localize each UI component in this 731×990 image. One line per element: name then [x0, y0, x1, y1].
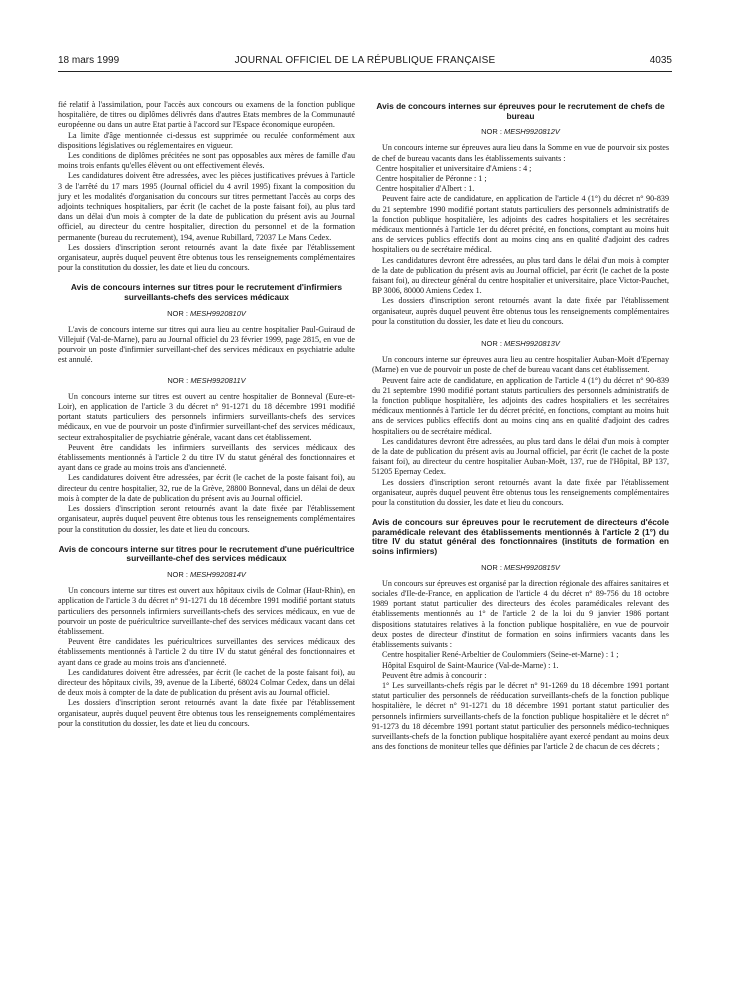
paragraph: Les dossiers d'inscription seront retournés avant la date fixée par l'établissement organisateur, auprès duquel peuvent être obtenus tous les renseignements complémentaires pour la constitution du dossier, les date et lieu du concours. — [372, 477, 669, 508]
nor-reference — [58, 309, 355, 319]
list-item: Centre hospitalier de Péronne : 1 ; — [376, 174, 487, 183]
paragraph: Un concours sur épreuves est organisé par la direction régionale des affaires sanitaires et sociales d'Ile-de-France, en application de l'article 4 du décret n° 89-756 du 18 octobre 1989 portant statut particulier des directeurs des écoles paramédicales relevant des établissements mentionnés au 1° de l'article 2 de la loi du 9 janvier 1986 portant dispositions statutaires relatives à la fonction publique hospitalière, en vue de pourvoir deux postes de directeur d'institut de formation en soins infirmiers vacants dans les établissements suivants : — [372, 578, 669, 650]
paragraph: Peuvent faire acte de candidature, en application de l'article 4 (1°) du décret n° 90-839 du 21 septembre 1990 modifié portant statuts particuliers des personnels administratifs de la fonction publique hospitalière, les adjoints des cadres hospitaliers et les secrétaires médicaux mentionnés à l'article 1er du décret précité, en fonctions, comptant au moins huit ans de services publics effectifs dont au moins cinq ans en qualité d'adjoint des cadres hospitaliers ou de secrétaire médical. — [372, 375, 669, 436]
paragraph: Un concours interne sur épreuves aura lieu au centre hospitalier Auban-Moët d'Epernay (Marne) en vue de pourvoir un poste de chef de bureau vacant dans cet établissement. — [372, 355, 669, 375]
page-number: 4035 — [649, 55, 672, 66]
nor-code: MESH9920811V — [190, 375, 246, 385]
nor-label: NOR : — [167, 569, 188, 579]
nor-label: NOR : — [167, 375, 189, 385]
paragraph: Les conditions de diplômes précitées ne sont pas opposables aux mères de famille d'au moins trois enfants qu'elles élèvent ou ont effectivement élevés. — [58, 151, 355, 171]
paragraph: Un concours interne sur titres est ouvert aux hôpitaux civils de Colmar (Haut-Rhin), en application de l'article 3 du décret n° 91-1271 du 18 décembre 1991 modifié portant statuts particuliers des personnels infirmiers surveillants-chefs des services médicaux, en vue de pourvoir un poste de puéricultrice surveillante-chef des services médicaux vacant dans cet établissement. — [58, 586, 355, 636]
nor-code: MESH9920815V — [504, 562, 560, 572]
journal-title: JOURNAL OFFICIEL DE LA RÉPUBLIQUE FRANÇAISE — [234, 55, 496, 66]
list-item: Centre hospitalier et universitaire d'Amiens : 4 ; — [376, 163, 532, 173]
paragraph: Centre hospitalier René-Arbeltier de Coulommiers (Seine-et-Marne) : 1 ; — [382, 650, 619, 660]
nor-code: MESH9920814V — [190, 569, 246, 579]
paragraph: L'avis de concours interne sur titres qui aura lieu au centre hospitalier Paul-Guiraud de Villejuif (Val-de-Marne), paru au Journal officiel du 23 février 1999, page 2815, en vue de pourvoir un poste d'infirmier surveillant-chef des services médicaux en psychiatrie adulte est annulé. — [58, 324, 355, 365]
paragraph: Les candidatures doivent être adressées, avec les pièces justificatives prévues à l'article 3 de l'arrêté du 17 mars 1995 (Journal officiel du 4 avril 1995) fixant la composition du jury et les modalités d'organisation du concours sur titres permettant l'accès au corps des adjoints techniques hospitaliers, par écrit (le cachet de la poste faisant foi), au plus tard dans un délai d'un mois à compter de la date de publication du présent avis au Journal officiel, au directeur du centre hospitalier, direction du personnel et de la formation permanente (bureau du recrutement), 194, avenue Rubillard, 72037 Le Mans Cedex. — [58, 171, 355, 242]
paragraph: Un concours interne sur épreuves aura lieu dans la Somme en vue de pourvoir six postes de chef de bureau vacants dans les établissements suivants : — [372, 143, 669, 163]
paragraph: Peuvent être candidates les puéricultrices surveillantes des services médicaux des établissements mentionnés à l'article 2 du titre IV du statut général des fonctionnaires et ayant dans ce grade au moins trois ans d'ancienneté. — [58, 637, 355, 667]
nor-label: NOR : — [167, 308, 188, 318]
paragraph: Les dossiers d'inscription seront retournés avant la date fixée par l'établissement organisateur, auprès duquel peuvent être obtenus tous les renseignements complémentaires pour la constitution du dossier, les date et lieu du concours. — [58, 242, 355, 273]
nor-reference — [372, 127, 669, 137]
left-column — [58, 100, 355, 729]
paragraph: Les dossiers d'inscription seront retournés avant la date fixée par l'établissement organisateur, auprès duquel peuvent être obtenus tous les renseignements complémentaires pour la constitution du dossier, les date et lieu du concours. — [58, 698, 355, 728]
section-heading: Avis de concours internes sur épreuves pour le recrutement de chefs de bureau — [376, 101, 665, 121]
paragraph: Les candidatures doivent être adressées, par écrit (le cachet de la poste faisant foi), au directeur des hôpitaux civils, 39, avenue de la Liberté, 68024 Colmar Cedex, dans un délai de deux mois à compter de la date de publication du présent avis au Journal officiel. — [58, 667, 355, 698]
paragraph: Les candidatures devront être adressées, au plus tard dans le délai d'un mois à compter de la date de publication du présent avis au Journal officiel, par écrit (le cachet de la poste faisant foi), au directeur général du centre hospitalier et universitaire, place Victor-Pauchet, BP 3006, 80000 Amiens Cedex 1. — [372, 255, 669, 296]
paragraph: La limite d'âge mentionnée ci-dessus est supprimée ou reculée conformément aux dispositions législatives ou réglementaires en vigueur. — [58, 130, 355, 150]
header-date: 18 mars 1999 — [58, 55, 120, 66]
paragraph: fié relatif à l'assimilation, pour l'accès aux concours ou examens de la fonction publique hospitalière, de titres ou diplômes délivrés dans d'autres Etats membres de la Communauté européenne ou dans un autre Etat partie à l'accord sur l'Espace économique européen. — [58, 100, 355, 130]
section-heading: Avis de concours interne sur titres pour le recrutement d'une puéricultrice surveillante-chef des services médicaux — [58, 543, 355, 564]
nor-label: NOR : — [481, 127, 502, 137]
nor-reference — [58, 570, 355, 580]
paragraph: Hôpital Esquirol de Saint-Maurice (Val-de-Marne) : 1. — [382, 660, 559, 670]
paragraph: Les candidatures doivent être adressées, par écrit (le cachet de la poste faisant foi), au directeur du centre hospitalier, 32, rue de la Grève, 28800 Bonneval, dans un délai de deux mois à compter de la date de publication du présent avis au Journal officiel. — [58, 473, 355, 503]
paragraph: Peuvent être admis à concourir : — [382, 670, 487, 680]
nor-code: MESH9920812V — [504, 127, 560, 137]
nor-reference — [58, 376, 355, 386]
paragraph: 1° Les surveillants-chefs régis par le décret n° 91-1269 du 18 décembre 1991 portant statut particulier des personnels de rééducation surveillants-chefs de la fonction publique hospitalière, le décret n° 91-1271 du 18 décembre 1991 portant statut particulier des personnels infirmiers surveillants-chefs de la fonction publique hospitalière et le décret n° 91-1273 du 18 décembre 1991 portant statut particulier des personnels médico-techniques surveillants-chefs de la fonction publique hospitalière ayant exercé pendant au moins deux ans des fonctions de moniteur telles que définies par l'article 2 de chacun de ces décrets ; — [372, 680, 669, 752]
nor-code: MESH9920810V — [190, 308, 246, 318]
paragraph: Les dossiers d'inscription seront retournés avant la date fixée par l'établissement organisateur, auprès duquel peuvent être obtenus tous les renseignements complémentaires pour la constitution du dossier, les date et lieu du concours. — [58, 504, 355, 534]
header-rule — [58, 71, 672, 72]
nor-code: MESH9920813V — [504, 339, 560, 349]
paragraph: Peuvent être candidats les infirmiers surveillants des services médicaux des établissements mentionnés à l'article 2 du titre IV du statut général des fonctionnaires et ayant dans ce grade au moins trois ans d'ancienneté. — [58, 442, 355, 473]
paragraph: Les candidatures devront être adressées, au plus tard dans le délai d'un mois à compter de la date de publication du présent avis au Journal officiel, par écrit (le cachet de la poste faisant foi), au directeur du centre hospitalier Auban-Moët, 137, rue de l'Hôpital, BP 137, 51205 Epernay Cedex. — [372, 436, 669, 477]
section-heading: Avis de concours internes sur titres pour le recrutement d'infirmiers surveillants-chefs des services médicaux — [70, 282, 343, 303]
paragraph: Peuvent faire acte de candidature, en application de l'article 4 (1°) du décret n° 90-839 du 21 septembre 1990 modifié portant statuts particuliers des personnels administratifs de la fonction publique hospitalière, les adjoints des cadres hospitaliers et les secrétaires médicaux mentionnés à l'article 1er du décret précité, en fonctions, comptant au moins huit ans de services publics effectifs dont au moins cinq ans en qualité d'adjoint des cadres hospitaliers ou de secrétaire médical. — [372, 194, 669, 255]
section-heading: Avis de concours sur épreuves pour le recrutement de directeurs d'école paramédicale relevant des établissements mentionnés à l'article 2 (1°) du titre IV du statut général des fonctionnaires (instituts de formation en soins infirmiers) — [372, 517, 669, 557]
page-header — [58, 55, 672, 69]
paragraph: Les dossiers d'inscription seront retournés avant la date fixée par l'établissement organisateur, auprès duquel peuvent être obtenus tous les renseignements complémentaires pour la constitution du dossier, les date et lieu du concours. — [372, 296, 669, 326]
nor-reference — [372, 339, 669, 349]
nor-label: NOR : — [481, 562, 502, 572]
paragraph: Un concours interne sur titres est ouvert au centre hospitalier de Bonneval (Eure-et-Loir), en application de l'article 3 du décret n° 91-1271 du 18 décembre 1991 modifié portant statuts particuliers des personnels infirmiers surveillants-chefs des services médicaux, en vue de pourvoir un poste d'infirmier surveillant-chef des services médicaux, secteur extrahospitalier de psychiatrie générale, vacant dans cet établissement. — [58, 391, 355, 442]
right-column — [372, 100, 669, 752]
nor-label: NOR : — [481, 339, 502, 349]
list-item: Centre hospitalier d'Albert : 1. — [376, 184, 475, 194]
nor-reference — [372, 563, 669, 573]
